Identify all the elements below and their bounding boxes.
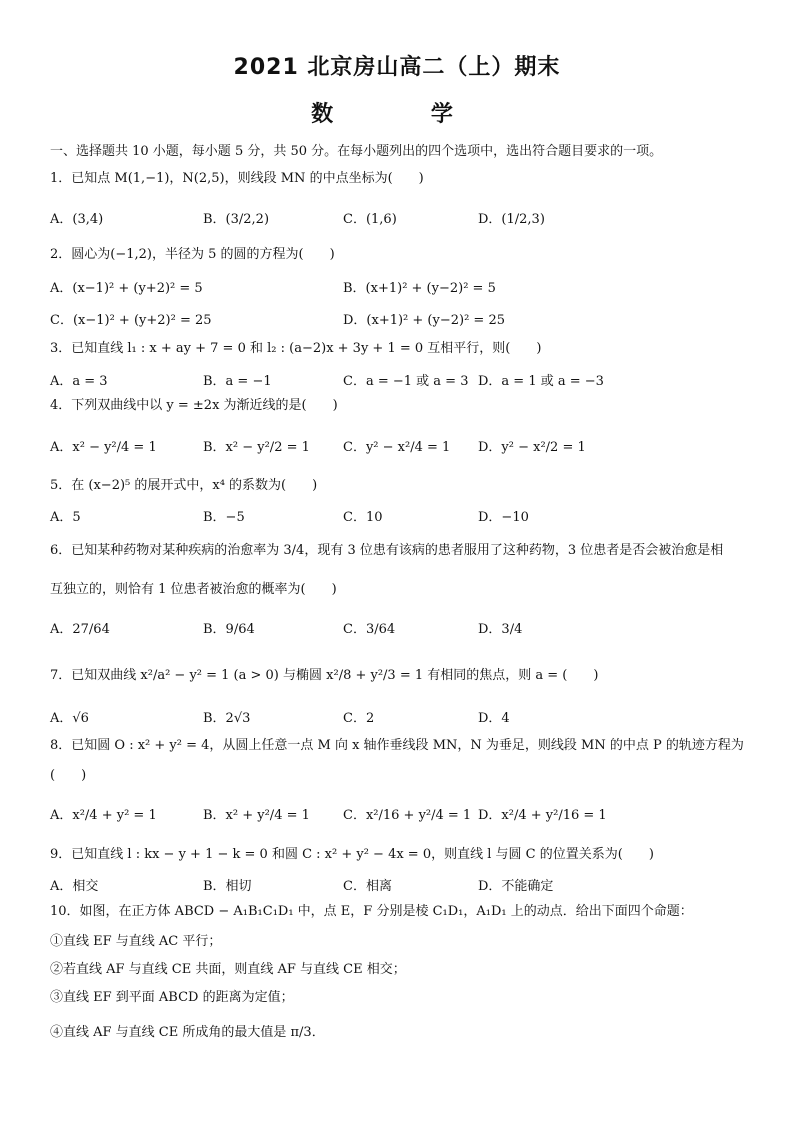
page-title: 2021 北京房山高二（上）期末 — [233, 55, 561, 80]
option-b: B．a = −1 — [203, 373, 272, 389]
question-8-options — [50, 798, 750, 828]
proposition-3: ③直线 EF 到平面 ABCD 的距离为定值； — [50, 990, 294, 1005]
option-c: C．x²/16 + y²/4 = 1 — [343, 807, 472, 823]
option-d: D．4 — [478, 710, 510, 726]
option-b: B．(x+1)² + (y−2)² = 5 — [343, 280, 496, 296]
question-2-options-row2 — [50, 303, 750, 333]
question-6-stem-line2: 互独立的，则恰有 1 位患者被治愈的概率为( ) — [50, 582, 337, 597]
question-4-stem: 4．下列双曲线中以 y = ±2x 为渐近线的是( ) — [50, 398, 338, 413]
option-b: B．x² + y²/4 = 1 — [203, 807, 310, 823]
question-4-options — [50, 430, 750, 460]
option-c: C．2 — [343, 710, 375, 726]
question-8-stem-line1: 8．已知圆 O : x² + y² = 4，从圆上任意一点 M 向 x 轴作垂线段 MN，N 为垂足，则线段 MN 的中点 P 的轨迹方程为 — [50, 738, 744, 753]
option-b: B．2√3 — [203, 710, 251, 726]
option-c: C．y² − x²/4 = 1 — [343, 439, 451, 455]
question-9-options — [50, 869, 750, 899]
question-10-stem: 10．如图，在正方体 ABCD − A₁B₁C₁D₁ 中，点 E，F 分别是棱 C₁D₁，A₁D₁ 上的动点．给出下面四个命题： — [50, 904, 693, 919]
option-c: C．3/64 — [343, 621, 396, 637]
question-6-stem-line1: 6．已知某种药物对某种疾病的治愈率为 3/4，现有 3 位患有该病的患者服用了这种药物，3 位患者是否会被治愈是相 — [50, 543, 724, 558]
option-c: C．(x−1)² + (y+2)² = 25 — [50, 312, 212, 328]
question-9-stem: 9．已知直线 l : kx − y + 1 − k = 0 和圆 C : x² + y² − 4x = 0，则直线 l 与圆 C 的位置关系为( ) — [50, 847, 654, 862]
question-8-stem-line2: ( ) — [50, 768, 87, 783]
option-a: A．(x−1)² + (y+2)² = 5 — [50, 280, 203, 296]
option-a: A．a = 3 — [50, 373, 108, 389]
option-b: B．x² − y²/2 = 1 — [203, 439, 310, 455]
option-a: A．√6 — [50, 710, 89, 726]
option-a: A．相交 — [50, 878, 99, 894]
question-2-stem: 2．圆心为(−1,2)，半径为 5 的圆的方程为( ) — [50, 247, 335, 262]
option-c: C．10 — [343, 509, 383, 525]
question-7-options — [50, 701, 750, 731]
option-a: A．x²/4 + y² = 1 — [50, 807, 157, 823]
question-5-stem: 5．在 (x−2)⁵ 的展开式中，x⁴ 的系数为( ) — [50, 478, 318, 493]
question-1-stem: 1．已知点 M(1,−1)，N(2,5)，则线段 MN 的中点坐标为( ) — [50, 171, 424, 186]
option-b: B．−5 — [203, 509, 245, 525]
option-d: D．不能确定 — [478, 878, 554, 894]
question-1-options — [50, 202, 750, 232]
option-a: A．(3,4) — [50, 211, 104, 227]
option-a: A．x² − y²/4 = 1 — [50, 439, 157, 455]
question-3-stem: 3．已知直线 l₁ : x + ay + 7 = 0 和 l₂ : (a−2)x + 3y + 1 = 0 互相平行，则( ) — [50, 341, 542, 356]
option-b: B．9/64 — [203, 621, 255, 637]
option-b: B．相切 — [203, 878, 252, 894]
question-7-stem: 7．已知双曲线 x²/a² − y² = 1 (a > 0) 与椭圆 x²/8 + y²/3 = 1 有相同的焦点，则 a = ( ) — [50, 668, 599, 683]
question-3-options — [50, 364, 750, 394]
option-c: C．相离 — [343, 878, 392, 894]
question-5-options — [50, 500, 750, 530]
option-d: D．(1/2,3) — [478, 211, 545, 227]
proposition-2: ②若直线 AF 与直线 CE 共面，则直线 AF 与直线 CE 相交； — [50, 962, 406, 977]
question-2-options-row1 — [50, 271, 750, 301]
option-d: D．−10 — [478, 509, 529, 525]
section-heading: 一、选择题共 10 小题，每小题 5 分，共 50 分。在每小题列出的四个选项中，选出符合题目要求的一项。 — [50, 144, 663, 159]
subject-title: 数 学 — [311, 102, 483, 127]
option-d: D．3/4 — [478, 621, 523, 637]
option-d: D．x²/4 + y²/16 = 1 — [478, 807, 607, 823]
question-6-options — [50, 612, 750, 642]
option-d: D．a = 1 或 a = −3 — [478, 373, 604, 389]
proposition-1: ①直线 EF 与直线 AC 平行； — [50, 934, 222, 949]
option-a: A．5 — [50, 509, 81, 525]
option-c: C．(1,6) — [343, 211, 397, 227]
option-c: C．a = −1 或 a = 3 — [343, 373, 469, 389]
option-d: D．(x+1)² + (y−2)² = 25 — [343, 312, 505, 328]
option-a: A．27/64 — [50, 621, 110, 637]
proposition-4: ④直线 AF 与直线 CE 所成角的最大值是 π/3． — [50, 1025, 325, 1040]
option-d: D．y² − x²/2 = 1 — [478, 439, 586, 455]
option-b: B．(3/2,2) — [203, 211, 270, 227]
